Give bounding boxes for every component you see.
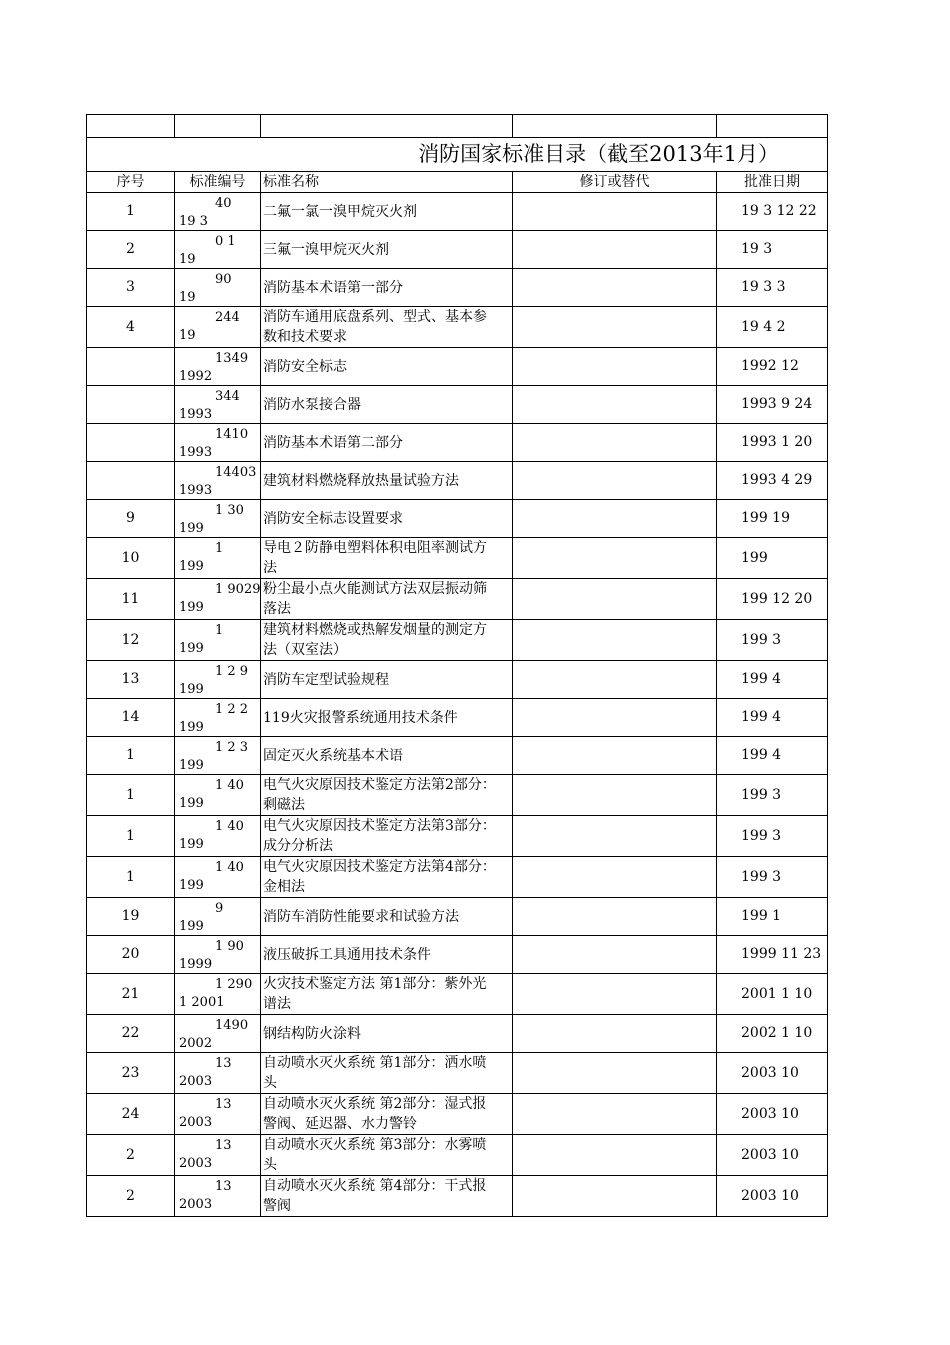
code-cell[interactable] — [175, 1015, 261, 1053]
code-year: 19 — [179, 328, 196, 343]
name-cell[interactable] — [261, 974, 513, 1015]
code-year: 1 2001 — [179, 995, 225, 1010]
code-cell[interactable] — [175, 857, 261, 898]
code-cell[interactable] — [175, 737, 261, 775]
page-title[interactable]: 消防国家标准目录（截至2013年1月） — [87, 138, 828, 172]
standard-name: 建筑材料燃烧或热解发烟量的测定方法（双室法） — [263, 622, 487, 658]
seq-cell[interactable]: 22 — [87, 1015, 175, 1053]
replace-cell[interactable] — [513, 620, 717, 661]
date-cell[interactable]: 2001 1 10 — [717, 974, 828, 1015]
blank-cell[interactable] — [717, 115, 828, 138]
code-number: 1 40 — [215, 860, 244, 875]
date-cell[interactable]: 199 4 — [717, 737, 828, 775]
code-year: 199 — [179, 837, 204, 852]
code-year: 19 — [179, 252, 196, 267]
code-number: 13 — [215, 1179, 232, 1194]
code-number: 1 — [215, 541, 224, 556]
code-number: 1 30 — [215, 503, 244, 518]
name-cell[interactable] — [261, 462, 513, 500]
date-cell[interactable]: 19 3 — [717, 231, 828, 269]
blank-cell[interactable] — [175, 115, 261, 138]
standard-name: 电气火灾原因技术鉴定方法第4部分： 金相法 — [263, 859, 496, 895]
code-cell[interactable] — [175, 386, 261, 424]
code-year: 2003 — [179, 1074, 213, 1089]
table-row — [87, 775, 828, 816]
replace-cell[interactable] — [513, 579, 717, 620]
standard-name: 消防车消防性能要求和试验方法 — [263, 908, 459, 925]
seq-cell[interactable] — [87, 424, 175, 462]
date-cell[interactable]: 2003 10 — [717, 1094, 828, 1135]
name-cell[interactable] — [261, 386, 513, 424]
table-row — [87, 500, 828, 538]
standard-name: 建筑材料燃烧释放热量试验方法 — [263, 472, 459, 489]
code-year: 199 — [179, 521, 204, 536]
standard-name: 火灾技术鉴定方法 第1部分：紫外光谱法 — [263, 976, 487, 1012]
title-row — [87, 138, 828, 172]
seq-cell[interactable]: 20 — [87, 936, 175, 974]
code-year: 199 — [179, 720, 204, 735]
date-cell[interactable]: 199 4 — [717, 661, 828, 699]
table-row — [87, 231, 828, 269]
replace-cell[interactable] — [513, 538, 717, 579]
date-cell[interactable]: 19 3 12 22 — [717, 193, 828, 231]
seq-cell[interactable]: 12 — [87, 620, 175, 661]
blank-cell[interactable] — [87, 115, 175, 138]
standard-name: 消防基本术语第二部分 — [263, 434, 403, 451]
name-cell[interactable] — [261, 348, 513, 386]
date-cell[interactable]: 2003 10 — [717, 1176, 828, 1217]
seq-cell[interactable]: 4 — [87, 307, 175, 348]
table-row — [87, 348, 828, 386]
name-cell[interactable] — [261, 307, 513, 348]
standard-name: 电气火灾原因技术鉴定方法第3部分：成分分析法 — [263, 818, 496, 854]
replace-cell[interactable] — [513, 269, 717, 307]
code-cell[interactable] — [175, 936, 261, 974]
date-cell[interactable]: 1993 9 24 — [717, 386, 828, 424]
date-cell[interactable]: 1993 1 20 — [717, 424, 828, 462]
table-row — [87, 936, 828, 974]
table-row — [87, 1135, 828, 1176]
replace-cell[interactable] — [513, 737, 717, 775]
code-cell[interactable] — [175, 1053, 261, 1094]
seq-cell[interactable]: 1 — [87, 193, 175, 231]
code-number: 13 — [215, 1138, 232, 1153]
seq-cell[interactable] — [87, 348, 175, 386]
code-year: 199 — [179, 758, 204, 773]
code-year: 1999 — [179, 957, 213, 972]
seq-cell[interactable]: 10 — [87, 538, 175, 579]
name-cell[interactable] — [261, 269, 513, 307]
seq-cell[interactable]: 2 — [87, 231, 175, 269]
code-year: 1993 — [179, 407, 213, 422]
table-row — [87, 579, 828, 620]
code-year: 2002 — [179, 1036, 213, 1051]
replace-cell[interactable] — [513, 974, 717, 1015]
table-row — [87, 737, 828, 775]
code-cell[interactable] — [175, 269, 261, 307]
table-row — [87, 538, 828, 579]
table-row — [87, 269, 828, 307]
code-number: 1 2 9 — [215, 664, 249, 679]
name-cell[interactable] — [261, 857, 513, 898]
standard-name: 自动喷水灭火系统 第4部分：干式报警阀 — [263, 1178, 487, 1214]
code-year: 2003 — [179, 1115, 213, 1130]
table-row — [87, 816, 828, 857]
blank-row — [87, 115, 828, 138]
standard-name: 电气火灾原因技术鉴定方法第2部分：剩磁法 — [263, 777, 496, 813]
replace-cell[interactable] — [513, 500, 717, 538]
standards-sheet — [86, 114, 827, 1217]
date-cell[interactable]: 2003 10 — [717, 1135, 828, 1176]
code-number: 1 40 — [215, 778, 244, 793]
code-cell[interactable] — [175, 1176, 261, 1217]
replace-cell[interactable] — [513, 936, 717, 974]
code-number: 1 2 3 — [215, 740, 249, 755]
name-cell[interactable] — [261, 1176, 513, 1217]
seq-cell[interactable]: 1 — [87, 816, 175, 857]
name-cell[interactable] — [261, 500, 513, 538]
code-year: 199 — [179, 559, 204, 574]
standard-name: 液压破拆工具通用技术条件 — [263, 946, 431, 963]
standard-name: 消防安全标志设置要求 — [263, 510, 403, 527]
replace-cell[interactable] — [513, 816, 717, 857]
seq-cell[interactable]: 2 — [87, 1135, 175, 1176]
header-row — [87, 172, 828, 193]
name-cell[interactable] — [261, 193, 513, 231]
date-cell[interactable]: 1992 12 — [717, 348, 828, 386]
code-number: 1 9029 — [215, 582, 261, 597]
replace-cell[interactable] — [513, 307, 717, 348]
date-cell[interactable]: 199 19 — [717, 500, 828, 538]
code-number: 344 — [215, 389, 240, 404]
date-cell[interactable]: 199 — [717, 538, 828, 579]
seq-cell[interactable]: 14 — [87, 699, 175, 737]
code-year: 2003 — [179, 1156, 213, 1171]
date-cell[interactable]: 1993 4 29 — [717, 462, 828, 500]
seq-cell[interactable]: 3 — [87, 269, 175, 307]
table-row — [87, 620, 828, 661]
code-cell[interactable] — [175, 1135, 261, 1176]
code-number: 244 — [215, 310, 240, 325]
replace-cell[interactable] — [513, 1094, 717, 1135]
name-cell[interactable] — [261, 1015, 513, 1053]
seq-cell[interactable]: 1 — [87, 775, 175, 816]
name-cell[interactable] — [261, 579, 513, 620]
seq-cell[interactable]: 19 — [87, 898, 175, 936]
standard-name: 消防基本术语第一部分 — [263, 279, 403, 296]
standard-name: 钢结构防火涂料 — [263, 1025, 361, 1042]
replace-cell[interactable] — [513, 1176, 717, 1217]
code-number: 1 40 — [215, 819, 244, 834]
standard-name: 消防车通用底盘系列、型式、基本参数和技术要求 — [263, 309, 487, 345]
name-cell[interactable] — [261, 231, 513, 269]
table-row — [87, 857, 828, 898]
name-cell[interactable] — [261, 661, 513, 699]
table-row — [87, 1094, 828, 1135]
standard-name: 固定灭火系统基本术语 — [263, 747, 403, 764]
code-cell[interactable] — [175, 231, 261, 269]
name-cell[interactable] — [261, 898, 513, 936]
blank-cell[interactable] — [261, 115, 513, 138]
date-cell[interactable]: 199 4 — [717, 699, 828, 737]
header-name[interactable]: 标准名称 — [261, 172, 513, 193]
header-seq[interactable]: 序号 — [87, 172, 175, 193]
name-cell[interactable] — [261, 699, 513, 737]
seq-cell[interactable]: 24 — [87, 1094, 175, 1135]
date-cell[interactable]: 19 3 3 — [717, 269, 828, 307]
replace-cell[interactable] — [513, 193, 717, 231]
code-year: 199 — [179, 878, 204, 893]
code-number: 90 — [215, 272, 232, 287]
name-cell[interactable] — [261, 1094, 513, 1135]
code-year: 199 — [179, 796, 204, 811]
header-date[interactable]: 批准日期 — [717, 172, 828, 193]
code-number: 9 — [215, 901, 224, 916]
standard-name: 二氟一氯一溴甲烷灭火剂 — [263, 203, 417, 220]
table-row — [87, 661, 828, 699]
replace-cell[interactable] — [513, 231, 717, 269]
code-number: 1 290 — [215, 977, 253, 992]
blank-cell[interactable] — [513, 115, 717, 138]
replace-cell[interactable] — [513, 424, 717, 462]
replace-cell[interactable] — [513, 1053, 717, 1094]
table-row — [87, 898, 828, 936]
name-cell[interactable] — [261, 1053, 513, 1094]
code-year: 199 — [179, 641, 204, 656]
standard-name: 自动喷水灭火系统 第3部分：水雾喷头 — [263, 1137, 487, 1173]
code-cell[interactable] — [175, 1094, 261, 1135]
standard-name: 自动喷水灭火系统 第2部分：湿式报警阀、延迟器、水力警铃 — [263, 1096, 487, 1132]
seq-cell[interactable]: 13 — [87, 661, 175, 699]
code-cell[interactable] — [175, 775, 261, 816]
code-year: 19 — [179, 290, 196, 305]
table-row — [87, 424, 828, 462]
name-cell[interactable] — [261, 816, 513, 857]
replace-cell[interactable] — [513, 462, 717, 500]
seq-cell[interactable]: 21 — [87, 974, 175, 1015]
name-cell[interactable] — [261, 737, 513, 775]
standard-name: 消防车定型试验规程 — [263, 671, 389, 688]
table-row — [87, 699, 828, 737]
date-cell[interactable]: 2002 1 10 — [717, 1015, 828, 1053]
code-year: 199 — [179, 600, 204, 615]
date-cell[interactable]: 199 1 — [717, 898, 828, 936]
standard-name: 119火灾报警系统通用技术条件 — [263, 709, 458, 726]
table-row — [87, 386, 828, 424]
standard-name: 消防安全标志 — [263, 358, 347, 375]
replace-cell[interactable] — [513, 1135, 717, 1176]
header-replace[interactable]: 修订或替代 — [513, 172, 717, 193]
code-number: 14403 — [215, 465, 257, 480]
code-number: 1 2 2 — [215, 702, 249, 717]
code-cell[interactable] — [175, 661, 261, 699]
date-cell[interactable]: 199 3 — [717, 620, 828, 661]
replace-cell[interactable] — [513, 898, 717, 936]
code-cell[interactable] — [175, 348, 261, 386]
code-year: 1993 — [179, 483, 213, 498]
date-cell[interactable]: 2003 10 — [717, 1053, 828, 1094]
code-number: 0 1 — [215, 234, 236, 249]
seq-cell[interactable] — [87, 386, 175, 424]
code-cell[interactable] — [175, 620, 261, 661]
replace-cell[interactable] — [513, 857, 717, 898]
code-cell[interactable] — [175, 500, 261, 538]
table-row — [87, 1053, 828, 1094]
code-cell[interactable] — [175, 424, 261, 462]
code-number: 13 — [215, 1097, 232, 1112]
replace-cell[interactable] — [513, 348, 717, 386]
replace-cell[interactable] — [513, 1015, 717, 1053]
date-cell[interactable]: 199 3 — [717, 816, 828, 857]
name-cell[interactable] — [261, 1135, 513, 1176]
name-cell[interactable] — [261, 775, 513, 816]
date-cell[interactable]: 199 3 — [717, 857, 828, 898]
standard-name: 粉尘最小点火能测试方法双层振动筛落法 — [263, 581, 487, 617]
standard-name: 自动喷水灭火系统 第1部分：洒水喷头 — [263, 1055, 487, 1091]
replace-cell[interactable] — [513, 386, 717, 424]
code-year: 2003 — [179, 1197, 213, 1212]
seq-cell[interactable] — [87, 462, 175, 500]
code-cell[interactable] — [175, 898, 261, 936]
code-number: 13 — [215, 1056, 232, 1071]
code-year: 1992 — [179, 369, 213, 384]
table-row — [87, 1015, 828, 1053]
date-cell[interactable]: 1999 11 23 — [717, 936, 828, 974]
name-cell[interactable] — [261, 424, 513, 462]
code-number: 40 — [215, 196, 232, 211]
standard-name: 消防水泵接合器 — [263, 396, 361, 413]
seq-cell[interactable]: 9 — [87, 500, 175, 538]
replace-cell[interactable] — [513, 699, 717, 737]
code-cell[interactable] — [175, 974, 261, 1015]
code-cell[interactable] — [175, 307, 261, 348]
code-cell[interactable] — [175, 462, 261, 500]
seq-cell[interactable]: 11 — [87, 579, 175, 620]
code-number: 1410 — [215, 427, 249, 442]
table-row — [87, 307, 828, 348]
date-cell[interactable]: 199 12 20 — [717, 579, 828, 620]
seq-cell[interactable]: 1 — [87, 737, 175, 775]
code-cell[interactable] — [175, 816, 261, 857]
date-cell[interactable]: 19 4 2 — [717, 307, 828, 348]
standards-table — [86, 114, 828, 1217]
code-year: 199 — [179, 682, 204, 697]
code-year: 19 3 — [179, 214, 208, 229]
name-cell[interactable] — [261, 538, 513, 579]
table-row — [87, 193, 828, 231]
table-row — [87, 974, 828, 1015]
table-row — [87, 1176, 828, 1217]
seq-cell[interactable]: 1 — [87, 857, 175, 898]
code-cell[interactable] — [175, 699, 261, 737]
code-number: 1490 — [215, 1018, 249, 1033]
code-cell[interactable] — [175, 579, 261, 620]
code-cell[interactable] — [175, 538, 261, 579]
replace-cell[interactable] — [513, 775, 717, 816]
code-year: 199 — [179, 919, 204, 934]
standard-name: 三氟一溴甲烷灭火剂 — [263, 241, 389, 258]
seq-cell[interactable]: 23 — [87, 1053, 175, 1094]
name-cell[interactable] — [261, 620, 513, 661]
date-cell[interactable]: 199 3 — [717, 775, 828, 816]
code-year: 1993 — [179, 445, 213, 460]
code-number: 1 90 — [215, 939, 244, 954]
table-row — [87, 462, 828, 500]
seq-cell[interactable]: 2 — [87, 1176, 175, 1217]
code-cell[interactable] — [175, 193, 261, 231]
standard-name: 导电２防静电塑料体积电阻率测试方法 — [263, 540, 487, 576]
code-number: 1349 — [215, 351, 249, 366]
code-number: 1 — [215, 623, 224, 638]
header-code[interactable]: 标准编号 — [175, 172, 261, 193]
name-cell[interactable] — [261, 936, 513, 974]
replace-cell[interactable] — [513, 661, 717, 699]
